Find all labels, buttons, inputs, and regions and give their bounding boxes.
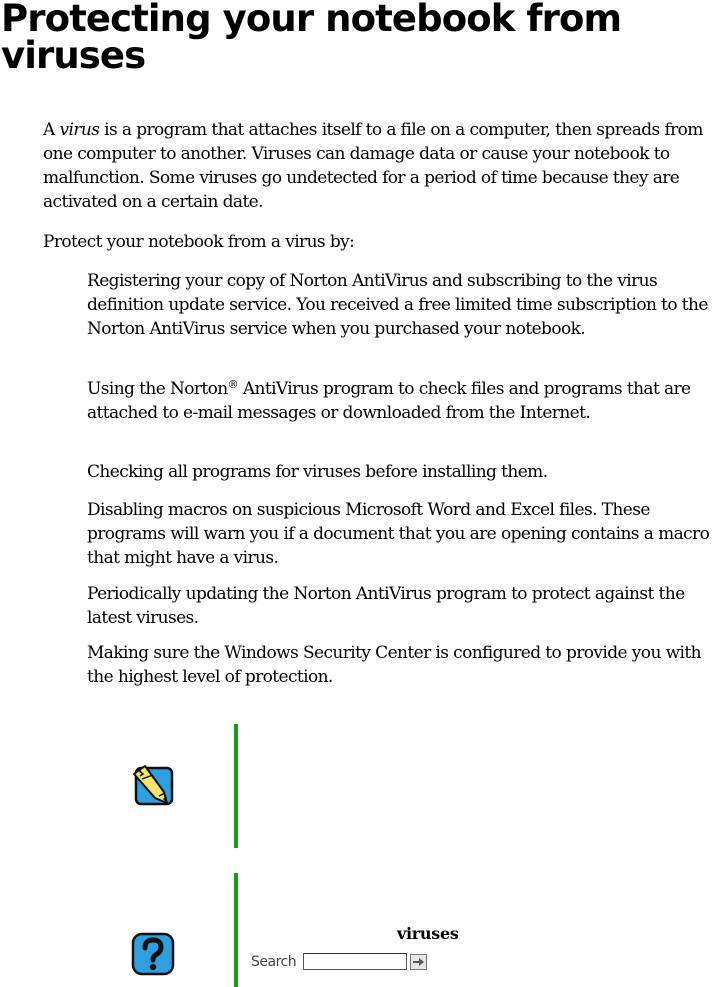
list-item: Periodically updating the Norton AntiVirus program to protect against the latest viruses. <box>87 584 685 628</box>
intro-text: is a program that attaches itself to a file on a computer, then spreads from one computer to another. Viruses can damage data or cause your notebook to malfunction. Some viruses go undetected for a period of time because they are activated on a certain date. <box>43 120 703 212</box>
pencil-note-icon <box>131 763 175 807</box>
note-divider <box>234 724 238 848</box>
list-item: Making sure the Windows Security Center is configured to provide you with the highest level of protection. <box>87 643 701 687</box>
list-item-after: AntiVirus program to check files and programs that are attached to e-mail messages or downloaded from the Internet. <box>87 379 691 423</box>
search-input[interactable] <box>303 953 407 970</box>
lead-paragraph: Protect your notebook from a virus by: <box>43 232 355 252</box>
intro-paragraph <box>43 118 714 214</box>
search-label: Search <box>251 954 297 970</box>
search-go-button[interactable] <box>410 954 427 970</box>
question-mark-icon <box>131 932 175 976</box>
help-keyword: viruses <box>397 924 459 943</box>
list-item <box>87 377 714 425</box>
arrow-right-icon <box>411 955 426 969</box>
list-item: Checking all programs for viruses before installing them. <box>87 462 548 482</box>
intro-term: virus <box>59 120 100 140</box>
list-item: Registering your copy of Norton AntiVirus and subscribing to the virus definition update service. You received a free limited time subscription to the Norton AntiVirus service when you purchased your notebook. <box>87 271 708 339</box>
registered-mark: ® <box>227 378 239 391</box>
help-divider <box>234 873 238 987</box>
page-title: Protecting your notebook from viruses <box>1 0 622 77</box>
list-item: Disabling macros on suspicious Microsoft Word and Excel files. These programs will warn you if a document that you are opening contains a macro that might have a virus. <box>87 500 710 568</box>
list-item-before: Using the Norton <box>87 379 228 399</box>
intro-article: A <box>43 120 60 140</box>
